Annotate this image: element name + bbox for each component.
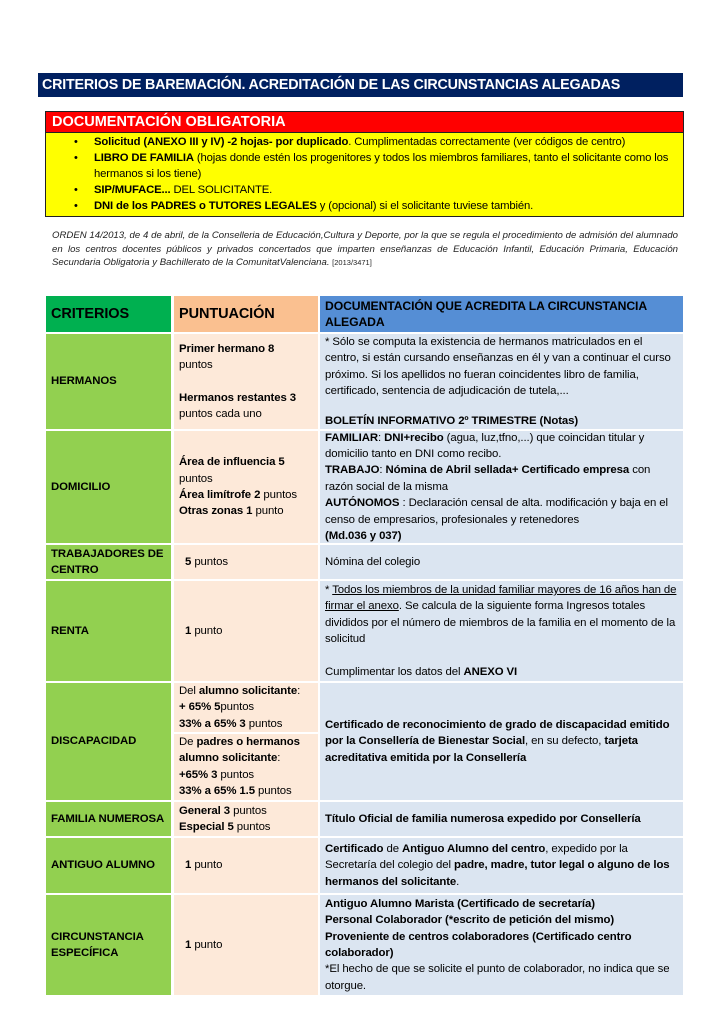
doc-bold: Nómina de Abril sellada+ Certificado empresa (385, 464, 630, 477)
criterio-hermanos: HERMANOS (46, 334, 171, 429)
doc-text: , en su defecto, (525, 735, 605, 748)
legal-order-reference (52, 229, 678, 270)
criterio-circunstancia-especifica: CIRCUNSTANCIA ESPECÍFICA (46, 895, 171, 995)
documentacion-trabajadores: Nómina del colegio (320, 545, 683, 579)
doc-bold: padre, madre, tutor legal o alguno de los hermanos del solicitante (325, 859, 670, 888)
item-bold: DNI de los PADRES o TUTORES LEGALES (94, 200, 317, 212)
points-bold: 1 (185, 859, 192, 872)
doc-text: . (456, 875, 460, 888)
item-text: y (opcional) si el solicitante tuviese también. (316, 200, 534, 212)
item-text: . Cumplimentadas correctamente (ver códigos de centro) (348, 136, 626, 148)
mandatory-item (46, 134, 683, 150)
doc-sep: : (379, 464, 386, 477)
points-bold: 5 (185, 555, 192, 568)
bullet-icon: • (74, 152, 78, 164)
doc-underline: Todos los miembros de la unidad familiar mayores de 16 años han de firmar el anexo (325, 583, 677, 613)
criterio-renta: RENTA (46, 581, 171, 681)
doc-text: Cumplimentar los datos del (325, 665, 464, 678)
doc-bold: Personal Colaborador (*escrito de petición del mismo) (325, 914, 615, 927)
points-text: puntos (179, 472, 213, 485)
doc-bold: Certificado de reconocimiento de grado de discapacidad emitido por la Consellería de Bienestar Social (325, 718, 670, 748)
doc-bold: tarjeta acreditativa emitida por la Consellería (325, 735, 638, 764)
points-text: punto (191, 624, 223, 637)
points-bold: Primer hermano 8 (179, 342, 275, 355)
criterio-familia-numerosa: FAMILIA NUMEROSA (46, 802, 171, 836)
doc-text: con razón social de la misma (325, 464, 651, 493)
documentacion-discapacidad (320, 683, 683, 800)
points-bold: 33% a 65% 1.5 (179, 785, 255, 798)
points-text: Del (179, 685, 199, 697)
bullet-icon: • (74, 184, 78, 196)
bullet-icon: • (74, 136, 78, 148)
table-header-row (46, 296, 683, 332)
doc-note: *El hecho de que se solicite el punto de colaborador, no indica que se otorgue. (325, 963, 670, 992)
mandatory-item (46, 198, 683, 214)
puntuacion-discapacidad (174, 683, 318, 800)
doc-label: TRABAJO (325, 464, 380, 477)
criterio-trabajadores: TRABAJADORES DE CENTRO (46, 545, 171, 579)
criterio-discapacidad: DISCAPACIDAD (46, 683, 171, 800)
item-bold: SIP/MUFACE... (94, 184, 171, 196)
puntuacion-renta (174, 581, 318, 681)
points-text: : (277, 752, 281, 765)
doc-bold: Antiguo Alumno del centro (402, 842, 546, 855)
table-row (46, 802, 683, 836)
points-bold: Especial 5 (179, 821, 234, 833)
points-bold: Otras zonas 1 (179, 505, 253, 518)
points-bold: General 3 (179, 804, 231, 817)
table-row (46, 683, 683, 800)
doc-bold: Certificado (325, 842, 384, 855)
documentacion-antiguo-alumno (320, 838, 683, 893)
bullet-icon: • (74, 200, 78, 212)
points-text: puntos (233, 821, 271, 833)
puntuacion-familia-numerosa (174, 802, 318, 836)
item-bold: LIBRO DE FAMILIA (94, 152, 194, 164)
points-text: puntos (230, 804, 267, 817)
puntuacion-antiguo-alumno (174, 838, 318, 893)
doc-text: de (383, 842, 403, 855)
points-text: puntos (179, 359, 213, 372)
table-row (46, 545, 683, 579)
doc-bold: Proveniente de centros colaboradores (Certificado centro colaborador) (325, 930, 632, 959)
doc-bold: ANEXO VI (463, 665, 518, 678)
criterio-domicilio: DOMICILIO (46, 431, 171, 543)
documentacion-hermanos (320, 334, 683, 429)
item-bold: Solicitud (ANEXO III y IV) -2 hojas- por duplicado (94, 136, 349, 148)
mandatory-item (46, 182, 683, 198)
header-criterios: CRITERIOS (46, 296, 171, 332)
points-text: De (179, 736, 197, 748)
mandatory-documents-box (45, 111, 684, 217)
mandatory-heading: DOCUMENTACIÓN OBLIGATORIA (46, 112, 683, 133)
doc-text: * Sólo se computa la existencia de hermanos matriculados en el centro, si están cursando enseñanzas en él y van a continuar el curso próximo. Si los apellidos no fueran coincidentes libro de familia, certificado, sentencia de adjudicación de tutela,... (325, 336, 671, 398)
header-puntuacion: PUNTUACIÓN (174, 296, 318, 332)
points-bold: alumno solicitante (198, 685, 298, 697)
points-text: puntos (191, 555, 228, 568)
item-text: (hojas donde estén los progenitores y todos los miembros familiares, tanto el solicitante como los hermanos si los tiene) (94, 152, 669, 180)
points-text: : (297, 685, 301, 697)
points-bold: padres o hermanos alumno solicitante (179, 736, 300, 765)
points-bold: 33% a 65% 3 (179, 717, 246, 730)
table-row (46, 431, 683, 543)
points-bold: Área limítrofe 2 (179, 489, 261, 501)
points-text: punto (191, 938, 223, 951)
documentacion-circunstancia-especifica (320, 895, 683, 995)
points-text: puntos cada uno (179, 407, 262, 420)
page-title: CRITERIOS DE BAREMACIÓN. ACREDITACIÓN DE LAS CIRCUNSTANCIAS ALEGADAS (38, 73, 683, 97)
puntuacion-circunstancia-especifica (174, 895, 318, 995)
points-bold: 1 (185, 624, 192, 637)
doc-prefix: * (325, 583, 333, 596)
doc-bold: DNI+recibo (384, 431, 444, 444)
points-text: punto (191, 859, 223, 872)
documentacion-renta (320, 581, 683, 681)
points-text: puntos (254, 785, 292, 798)
doc-bold: BOLETÍN INFORMATIVO 2º TRIMESTRE (Notas) (325, 414, 579, 427)
points-text: puntos (220, 701, 255, 714)
header-documentacion: DOCUMENTACIÓN QUE ACREDITA LA CIRCUNSTANCIA ALEGADA (320, 296, 683, 332)
table-row (46, 334, 683, 429)
table-row (46, 838, 683, 893)
points-bold: 1 (185, 938, 192, 951)
points-text: puntos (217, 768, 255, 781)
doc-bold: (Md.036 y 037) (325, 530, 402, 543)
doc-bold: Título Oficial de familia numerosa expedido por Consellería (325, 812, 641, 825)
mandatory-item (46, 150, 683, 182)
documentacion-familia-numerosa (320, 802, 683, 836)
documentacion-domicilio (320, 431, 683, 543)
mandatory-list (46, 133, 683, 214)
table-row (46, 895, 683, 995)
doc-text: (agua, luz,tfno,...) que coincidan titular y domicilio tanto en DNI como recibo. (325, 431, 645, 460)
doc-label: AUTÓNOMOS (325, 497, 400, 510)
criteria-table (46, 296, 683, 997)
doc-text: : Declaración censal de alta. modificación y baja en el censo de empresarios, profesionales y retenedores (325, 497, 668, 526)
doc-text: . Se calcula de la siguiente forma Ingresos totales divididos por el número de miembros de la familia en el momento de la solicitud (325, 600, 676, 646)
doc-label: FAMILIAR (325, 431, 378, 444)
puntuacion-trabajadores (174, 545, 318, 579)
order-text: ORDEN 14/2013, de 4 de abril, de la Conselleria de Educación,Cultura y Deporte, por la que se regula el procedimiento de admisión del alumnado en los centros docentes públicos y privados concertados que imparten enseñanzas de Educación Infantil, Educación Primaria, Educación Secundaria Obligatoria y Bachillerato de la ComunitatValenciana. (52, 230, 678, 269)
points-bold: Área de influencia 5 (179, 456, 285, 469)
puntuacion-domicilio (174, 431, 318, 543)
points-padres (174, 734, 318, 800)
order-ref: [2013/3471] (332, 258, 372, 268)
points-bold: Hermanos restantes 3 (179, 391, 297, 404)
criterio-antiguo-alumno: ANTIGUO ALUMNO (46, 838, 171, 893)
doc-sep: : (377, 431, 385, 444)
puntuacion-hermanos (174, 334, 318, 429)
points-text: puntos (245, 717, 283, 730)
doc-text: , expedido por la Secretaría del colegio del (325, 842, 628, 872)
points-bold: + 65% 5 (179, 701, 221, 714)
table-row (46, 581, 683, 681)
doc-bold: Antiguo Alumno Marista (Certificado de secretaría) (325, 897, 595, 910)
points-text: puntos (260, 489, 297, 501)
points-text: punto (252, 505, 284, 518)
points-bold: +65% 3 (179, 768, 218, 781)
item-text: DEL SOLICITANTE. (170, 184, 273, 196)
points-alumno (174, 683, 318, 732)
